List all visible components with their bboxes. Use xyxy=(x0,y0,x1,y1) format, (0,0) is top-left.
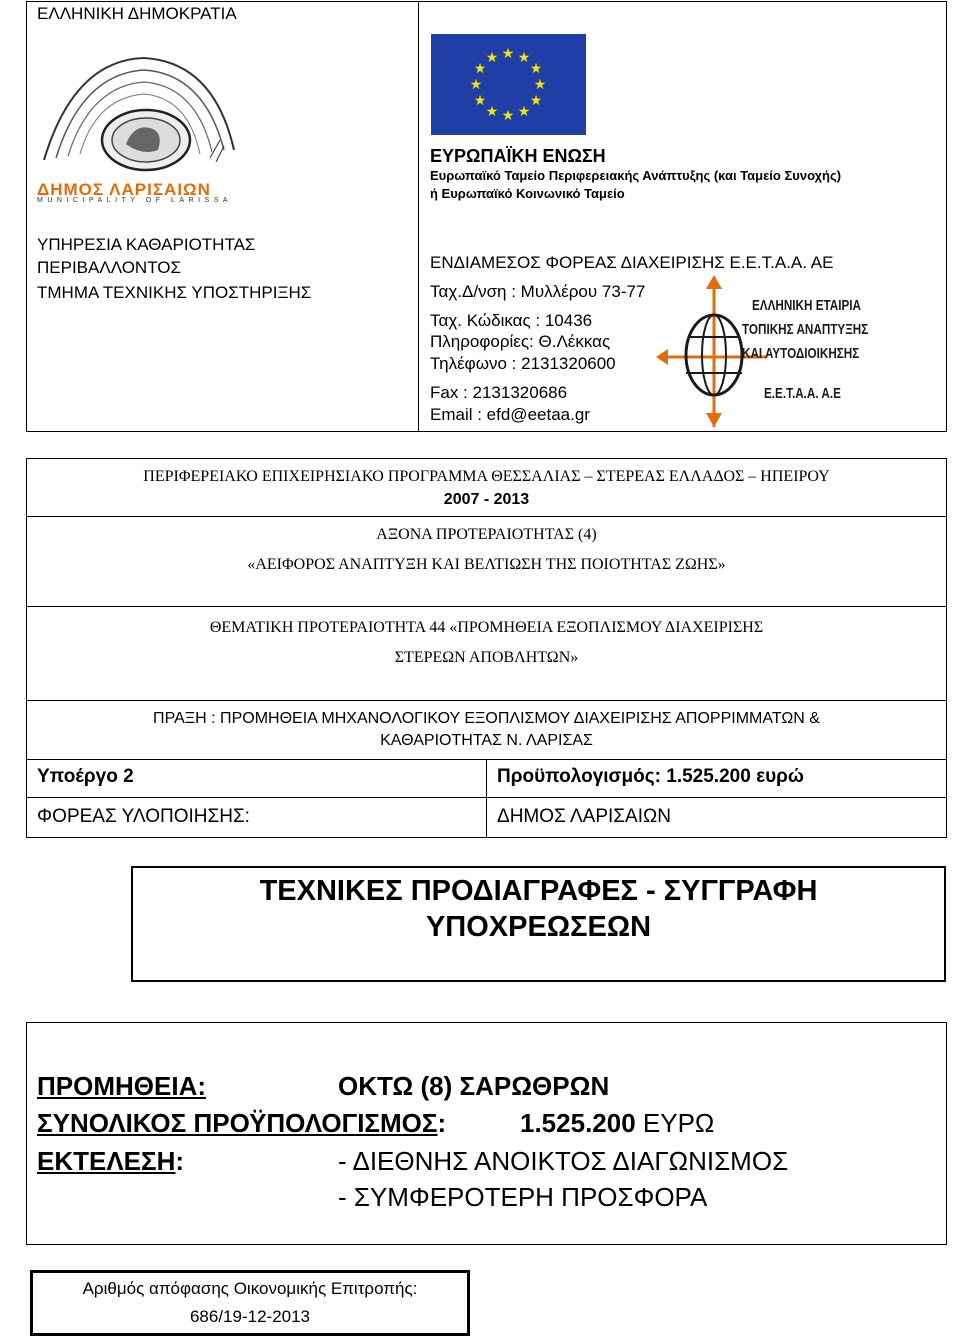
agency-address: Ταχ.Δ/νση : Μυλλέρου 73-77 xyxy=(430,282,646,301)
agency-value: ΔΗΜΟΣ ΛΑΡΙΣΑΙΩΝ xyxy=(497,806,671,827)
action-line-2: ΚΑΘΑΡΙΟΤΗΤΑΣ Ν. ΛΑΡΙΣΑΣ xyxy=(380,732,593,749)
execution-colon: : xyxy=(175,1146,185,1176)
eetaa-logo xyxy=(656,275,869,427)
axis-line-2: «ΑΕΙΦΟΡΟΣ ΑΝΑΠΤΥΞΗ ΚΑΙ ΒΕΛΤΙΩΣΗ ΤΗΣ ΠΟΙΟΤΗΤΑΣ ΖΩΗΣ» xyxy=(247,556,726,573)
decision-line-1: Αριθμός απόφασης Οικονομικής Επιτροπής: xyxy=(82,1279,418,1298)
eu-title: ΕΥΡΩΠΑΪΚΗ ΕΝΩΣΗ xyxy=(430,146,606,166)
svg-text:★: ★ xyxy=(529,60,543,76)
total-budget-row xyxy=(37,1108,446,1139)
program-years: 2007 - 2013 xyxy=(443,491,530,508)
execution-value-2: - ΣΥΜΦΕΡΟΤΕΡΗ ΠΡΟΣΦΟΡΑ xyxy=(338,1182,708,1212)
total-budget-label: ΣΥΝΟΛΙΚΟΣ ΠΡΟΫΠΟΛΟΓΙΣΜΟΣ xyxy=(37,1108,438,1138)
program-divider-1 xyxy=(26,516,947,517)
svg-text:★: ★ xyxy=(473,60,487,76)
eetaa-logo-line-3: ΚΑΙ ΑΥΤΟΔΙΟΙΚΗΣΗΣ xyxy=(742,345,860,362)
budget-label: Προϋπολογισμός: 1.525.200 ευρώ xyxy=(497,766,804,787)
document-title-line-2: ΥΠΟΧΡΕΩΣΕΩΝ xyxy=(425,911,652,943)
program-divider-vertical xyxy=(486,759,487,838)
total-budget-amount-row xyxy=(520,1108,714,1139)
action-line-1: ΠΡΑΞΗ : ΠΡΟΜΗΘΕΙΑ ΜΗΧΑΝΟΛΟΓΙΚΟΥ ΕΞΟΠΛΙΣΜΟΥ ΔΙΑΧΕΙΡΙΣΗΣ ΑΠΟΡΡΙΜΜΑΤΩΝ & xyxy=(153,710,820,727)
service-line-1: ΥΠΗΡΕΣΙΑ ΚΑΘΑΡΙΟΤΗΤΑΣ xyxy=(37,235,256,254)
execution-value-1: - ΔΙΕΘΝΗΣ ΑΝΟΙΚΤΟΣ ΔΙΑΓΩΝΙΣΜΟΣ xyxy=(338,1146,789,1176)
agency-email: Email : efd@eetaa.gr xyxy=(430,405,590,424)
axis-line-1: ΑΞΟΝΑ ΠΡΟΤΕΡΑΙΟΤΗΤΑΣ (4) xyxy=(376,526,597,543)
svg-text:★: ★ xyxy=(469,76,483,92)
program-divider-3 xyxy=(26,700,947,701)
total-budget-colon: : xyxy=(437,1108,447,1138)
svg-text:★: ★ xyxy=(485,103,499,119)
department-name: ΤΜΗΜΑ ΤΕΧΝΙΚΗΣ ΥΠΟΣΤΗΡΙΞΗΣ xyxy=(37,283,312,302)
execution-row xyxy=(37,1146,184,1177)
total-budget-amount: 1.525.200 xyxy=(520,1108,636,1138)
svg-text:★: ★ xyxy=(501,45,515,61)
supply-label: ΠΡΟΜΗΘΕΙΑ: xyxy=(37,1071,206,1101)
municipality-logo-subtext: MUNICIPALITY OF LARISSA xyxy=(37,197,233,204)
eu-stars-icon xyxy=(431,34,586,135)
header-divider xyxy=(418,1,419,432)
eetaa-logo-line-4: Ε.Ε.Τ.Α.Α. Α.Ε xyxy=(764,385,841,402)
decision-line-2: 686/19-12-2013 xyxy=(189,1307,311,1326)
municipality-logo xyxy=(34,40,244,205)
eu-flag xyxy=(431,34,586,135)
svg-text:★: ★ xyxy=(529,92,543,108)
ancient-theatre-coin-icon xyxy=(34,40,244,178)
country-name: ΕΛΛΗΝΙΚΗ ΔΗΜΟΚΡΑΤΙΑ xyxy=(37,4,237,23)
eetaa-logo-line-2: ΤΟΠΙΚΗΣ ΑΝΑΠΤΥΞΗΣ xyxy=(742,321,869,338)
eetaa-logo-line-1: ΕΛΛΗΝΙΚΗ ΕΤΑΙΡΙΑ xyxy=(752,297,862,314)
theme-line-1: ΘΕΜΑΤΙΚΗ ΠΡΟΤΕΡΑΙΟΤΗΤΑ 44 «ΠΡΟΜΗΘΕΙΑ ΕΞΟΠΛΙΣΜΟΥ ΔΙΑΧΕΙΡΙΣΗΣ xyxy=(209,619,764,636)
theme-line-2: ΣΤΕΡΕΩΝ ΑΠΟΒΛΗΤΩΝ» xyxy=(394,649,579,666)
agency-fax: Fax : 2131320686 xyxy=(430,383,568,402)
municipality-logo-text: ΔΗΜΟΣ ΛΑΡΙΣΑΙΩΝ xyxy=(37,180,211,199)
service-name xyxy=(37,233,255,279)
agency-title: ΕΝΔΙΑΜΕΣΟΣ ΦΟΡΕΑΣ ΔΙΑΧΕΙΡΙΣΗΣ Ε.Ε.Τ.Α.Α. ΑΕ xyxy=(430,253,834,272)
execution-label: ΕΚΤΕΛΕΣΗ xyxy=(37,1146,176,1176)
svg-text:★: ★ xyxy=(533,76,547,92)
agency-postal-code: Ταχ. Κώδικας : 10436 xyxy=(430,311,593,330)
eu-line-2: ή Ευρωπαϊκό Κοινωνικό Ταμείο xyxy=(430,186,625,201)
total-budget-currency: ΕΥΡΩ xyxy=(635,1108,715,1138)
agency-label: ΦΟΡΕΑΣ ΥΛΟΠΟΙΗΣΗΣ: xyxy=(37,806,250,827)
supply-value: ΟΚΤΩ (8) ΣΑΡΩΘΡΩΝ xyxy=(338,1071,610,1101)
document-title-line-1: ΤΕΧΝΙΚΕΣ ΠΡΟΔΙΑΓΡΑΦΕΣ - ΣΥΓΓΡΑΦΗ xyxy=(259,875,818,907)
svg-text:★: ★ xyxy=(517,103,531,119)
agency-phone: Τηλέφωνο : 2131320600 xyxy=(430,354,616,373)
svg-text:★: ★ xyxy=(485,49,499,65)
svg-text:★: ★ xyxy=(473,92,487,108)
svg-text:★: ★ xyxy=(501,107,515,123)
service-line-2: ΠΕΡΙΒΑΛΛΟΝΤΟΣ xyxy=(37,258,182,277)
subproject-label: Υποέργο 2 xyxy=(37,766,134,787)
eu-line-1: Ευρωπαϊκό Ταμείο Περιφερειακής Ανάπτυξης (και Ταμείο Συνοχής) xyxy=(430,168,842,183)
program-divider-2 xyxy=(26,606,947,607)
agency-info: Πληροφορίες: Θ.Λέκκας xyxy=(430,332,611,351)
program-title: ΠΕΡΙΦΕΡΕΙΑΚΟ ΕΠΙΧΕΙΡΗΣΙΑΚΟ ΠΡΟΓΡΑΜΜΑ ΘΕΣΣΑΛΙΑΣ – ΣΤΕΡΕΑΣ ΕΛΛΑΔΟΣ – ΗΠΕΙΡΟΥ xyxy=(143,468,830,485)
svg-text:★: ★ xyxy=(517,49,531,65)
